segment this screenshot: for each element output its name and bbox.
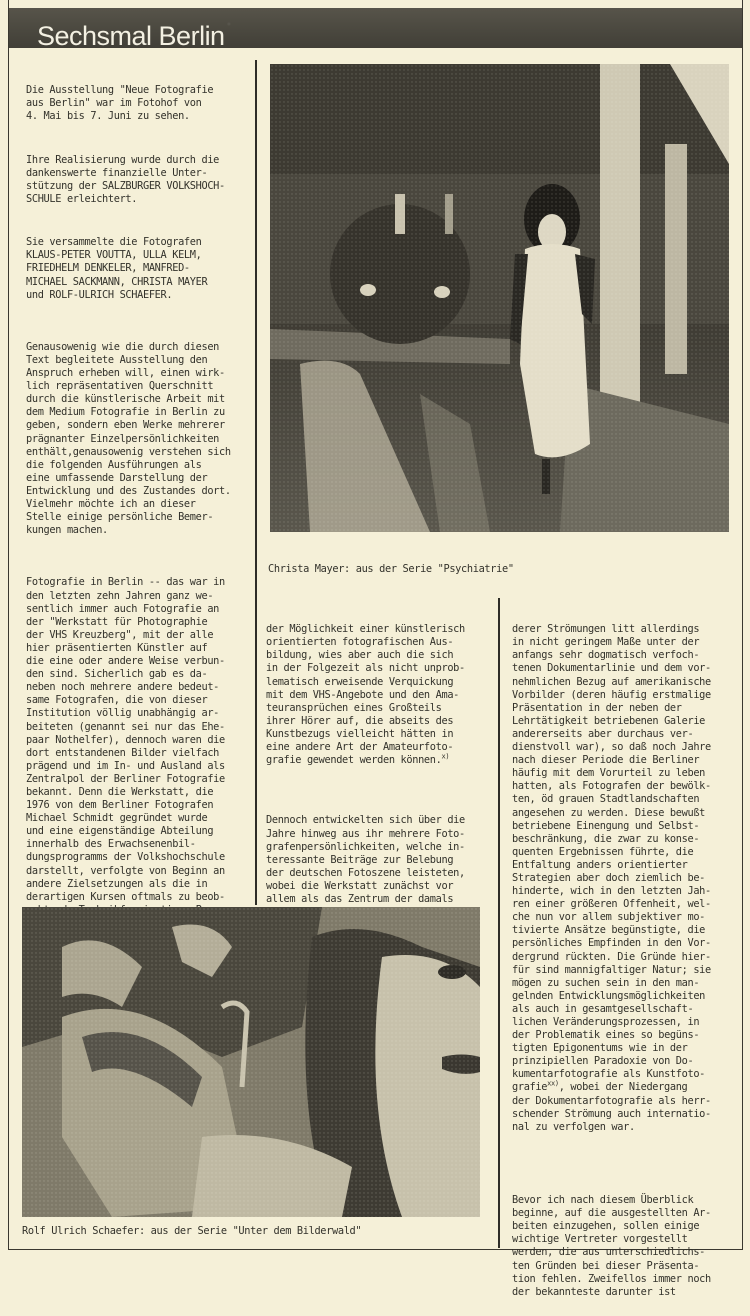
- photo-caption-christa-mayer: Christa Mayer: aus der Serie "Psychiatrie": [268, 563, 514, 575]
- column-left: [26, 58, 231, 1052]
- body-paragraph-5-end: , wobei der Niedergang der Dokumentarfotografie als herr- schender Strömung auch internatio- nal zu verfolgen war.: [512, 1081, 711, 1133]
- body-paragraph-5-grafie: grafie: [512, 1081, 548, 1094]
- photo-rolf-ulrich-schaefer: [22, 907, 480, 1217]
- intro-paragraph-1: Die Ausstellung "Neue Fotografie aus Berlin" war im Fotohof von 4. Mai bis 7. Juni zu sehen.: [26, 84, 214, 123]
- body-paragraph-5-text: derer Strömungen litt allerdings in nicht geringem Maße unter der anfangs sehr dogmatisch verfoch- tenen Dokumentarlinie und dem vor- nehmlichen Bezug auf amerikanische Vorbilder (deren häufig erstmalige Präsentation in der neben der Lehrtätigkeit betriebenen Galerie andererseits aber durchaus ver- dienstvoll war), so daß noch Jahre nach dieser Periode die Berliner häufig mit dem Vorurteil zu leben hatten, als Fotografen der bewölk- ten, öd grauen Stadtlandschaften angesehen zu werden. Diese bewußt betriebene Einengung und Selbst- beschränkung, die zwar zu konse- quenten Ergebnissen führte, die Entfaltung anders orientierter Strategien aber doch ziemlich be- hinderte, wich in den letzten Jah- ren einer größeren Offenheit, wel- che nun vor allem subjektiver mo- tivierte Ansätze begünstigte, die persönliches Empfinden in den Vor- dergrund rückten. Die Gründe hier- für sind mannigfaltiger Natur; sie mögen zu suchen sein in den man- gelnden Entwicklungsmöglichkeiten als auch in gesamtgesellschaft- lichen Veränderungsprozessen, in der Problematik eines so begüns- tigten Epigonentums wie in der prinzipiellen Paradoxie von Do- kumentarfotografie als Kunstfoto-: [512, 623, 711, 1081]
- body-paragraph-5: [512, 623, 711, 1134]
- body-paragraph-1: Genausowenig wie die durch diesen Text begleitete Ausstellung den Anspruch erheben will, einen wirk- lich repräsentativen Querschnitt durch die künstlerische Arbeit mit dem Medium Fotografie in Berlin zu geben, sondern eben Werke mehrerer prägnanter Einzelpersönlichkeiten enthält,genausowenig verstehen sich die folgenden Ausführungen als eine umfassende Darstellung der Entwicklung und des Zustandes dort. Vielmehr möchte ich an dieser Stelle einige persönliche Bemer- kungen machen.: [26, 340, 231, 537]
- column-rule-right: [498, 598, 500, 1248]
- photo-psychiatrie-image: [270, 64, 729, 532]
- body-paragraph-4: Dennoch entwickelten sich über die Jahre hinweg aus ihr mehrere Foto- grafenpersönlichkeiten, welche in- teressante Beiträge zur Belebung der deutschen Fotoszene leisteten, wobei die Werkstatt zunächst vor allem als das Zentrum der damals: [266, 814, 465, 905]
- intro-paragraph-2: Ihre Realisierung wurde durch die dankenswerte finanzielle Unter- stützung der SALZBURGER VOLKSHOCH- SCHULE erleichtert.: [26, 153, 225, 205]
- body-paragraph-3-text: der Möglichkeit einer künstlerisch orientierten fotografischen Aus- bildung, wies aber auch die sich in der Folgezeit als nicht unprob- lematisch erweisende Verquickung mit dem VHS-Angebote und den Ama- teuransprüchen eines Großteils ihrer Hörer auf, die abseits des Kunstbezugs vielleicht hätten in eine andere Art der Amateurfoto- grafie gewendet werden können.: [266, 623, 465, 767]
- body-paragraph-6: Bevor ich nach diesem Überblick beginne, auf die ausgestellten Ar- beiten einzugehen, sollen einige wichtige Vertreter vorgestellt werden, die aus unterschiedlichs- ten Gründen bei dieser Präsenta- tion fehlen. Zweifellos immer noch der bekannteste darunter ist: [512, 1194, 711, 1298]
- footnote-marker-x: x): [441, 752, 450, 761]
- title-banner: [9, 8, 742, 51]
- photo-christa-mayer: [270, 64, 729, 532]
- photo-bilderwald-image: [22, 907, 480, 1217]
- column-right: [512, 597, 711, 1316]
- column-rule-left: [255, 60, 257, 905]
- intro-paragraph-3: Sie versammelte die Fotografen KLAUS-PETER VOUTTA, ULLA KELM, FRIEDHELM DENKELER, MANFRED- MICHAEL SACKMANN, CHRISTA MAYER und ROLF-ULRICH SCHAEFER.: [26, 236, 208, 301]
- body-paragraph-3: [266, 623, 465, 767]
- photo-caption-rolf-ulrich-schaefer: Rolf Ulrich Schaefer: aus der Serie "Unter dem Bilderwald": [22, 1225, 362, 1237]
- article-title: Sechsmal Berlin: [37, 21, 225, 51]
- body-paragraph-2: Fotografie in Berlin -- das war in den letzten zehn Jahren ganz we- sentlich immer auch Fotografie an der "Werkstatt für Photographie der VHS Kreuzberg", mit der alle hier präsentierten Künstler auf die eine oder andere Weise verbun- den sind. Sicherlich gab es da- neben noch mehrere andere bedeut- same Fotografen, die von dieser Institution völlig unabhängig ar- beiteten (genannt sei nur das Ehe- paar Nothelfer), dennoch waren die dort entstandenen Bilder vielfach prägend und im In- und Ausland als Zentralpol der Berliner Fotografie bekannt. Denn die Werkstatt, die 1976 von dem Berliner Fotografen Michael Schmidt gegründet wurde und eine eigenständige Abteilung innerhalb des Erwachsenenbil- dungsprogramms der Volkshochschule darstellt, verfolgte von Beginn an andere Zielsetzungen als die in derartigen Kursen oftmals zu beob-: [26, 576, 225, 903]
- footnote-marker-xx: xx): [547, 1080, 559, 1089]
